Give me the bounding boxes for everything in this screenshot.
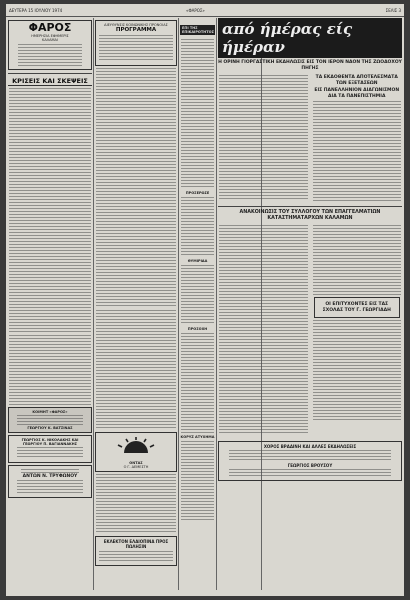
newspaper-page <box>6 4 404 596</box>
ad-box <box>8 407 92 433</box>
masthead-title: ΦΑΡΟΣ <box>28 21 72 34</box>
ad-title: ΕΚΛΕΚΤΟΝ ΕΛΑΙΟΠΙΝΑ ΠΡΟΣ ΠΩΛΗΣΙΝ <box>103 539 169 549</box>
sidebar-item: ΠΡΟΣΕΡΩΣΕ <box>185 191 210 195</box>
column-1 <box>8 18 92 592</box>
article-text <box>9 88 91 333</box>
emblem-line: Ο Γ. ΔΕΜΕΣΤΗ <box>123 465 149 469</box>
article-text <box>96 310 176 430</box>
column-heading: ΕΠΙ ΤΗΣ ΕΠΙΚΑΙΡΟΤΗΤΟΣ <box>182 26 214 34</box>
note-box <box>314 297 401 318</box>
headline: ΕΙΣ ΠΑΝΕΛΛΗΝΙΟΝ ΔΙΑΓΩΝΙΣΜΟΝ ΔΙΑ ΤΑ ΠΑΝΕΠΙΣΤΗΜΙΑ <box>314 88 400 99</box>
headline: ΤΑ ΕΚΔΟΘΕΝΤΑ ΑΠΟΤΕΛΕΣΜΑΤΑ ΤΩΝ ΕΞΕΤΑΣΕΩΝ <box>315 75 398 86</box>
ad-line: ΓΕΩΡΓΙΟΥ Κ. ΒΑΤΣΙΝΑΣ <box>27 426 73 430</box>
column-divider <box>93 18 94 590</box>
headline: Η ΟΡΙΝΗ ΓΙΟΡΓΑΣΤΙΚΗ ΕΚΔΗΛΩΣΙΣ ΕΙΣ ΤΟΝ ΙΕΡΟΝ ΝΑΟΝ ΤΗΣ ΖΩΟΔΟΧΟΥ ΠΗΓΗΣ <box>218 60 402 71</box>
program-title: ΠΡΟΓΡΑΜΜΑ <box>115 27 157 33</box>
article-text <box>96 68 176 308</box>
text-block <box>18 44 82 66</box>
program-line: ΔΙΕΥΘΥΝΣΙΣ ΚΟΙΝΩΝΙΚΗΣ ΠΡΟΝΟΙΑΣ <box>104 23 168 27</box>
article-text <box>181 39 214 189</box>
footer-name: ΓΕΩΡΓΙΟΣ ΒΡΟΥΣΟΥ <box>287 463 333 468</box>
column-2 <box>95 18 177 592</box>
sidebar-item: ΠΡΟΣΟΧΗ <box>187 327 208 331</box>
column-divider <box>178 18 179 590</box>
program-box <box>95 20 177 66</box>
headline: ΑΝΑΚΟΙΝΩΣΙΣ ΤΟΥ ΣΥΛΛΟΓΟΥ ΤΩΝ ΕΠΑΓΓΕΛΜΑΤΙΩΝ ΚΑΤΑΣΤΗΜΑΤΑΡΧΩΝ ΚΑΛΑΜΩΝ <box>239 210 381 221</box>
banner-title: από ήμέρας είς ήμέραν <box>218 18 402 58</box>
footer-title: ΧΟΡΟΣ ΒΡΑΔΙΝΗ ΚΑΙ ΑΛΛΕΣ ΕΚΔΗΛΩΣΕΙΣ <box>263 444 357 449</box>
masthead-line: ΚΑΛΑΜΑΙ <box>42 38 58 42</box>
page-header <box>6 4 404 17</box>
header-paper-name: «ΦΑΡΟΣ» <box>186 8 205 13</box>
masthead-box <box>8 20 92 70</box>
ad-name: ΚΟΙΜΗΤ «ΦΑΡΟΣ» <box>32 410 68 414</box>
ad-box <box>95 536 177 566</box>
ad-box <box>8 435 92 463</box>
sun-emblem-box <box>95 432 177 472</box>
ad-line: ΓΕΩΡΓΙΟΣ Κ. ΝΙΚΟΛΑΚΗΣ ΚΑΙ <box>21 438 79 442</box>
ad-line: ΓΕΩΡΓΙΟΥ Π. ΒΑΓΙΑΝΝΑΚΗΣ <box>22 442 78 446</box>
header-page-number: ΣΕΛΙΣ 3 <box>385 8 401 13</box>
ad-box <box>8 465 92 498</box>
note-title: ΟΙ ΕΠΙΤΥΧΟΝΤΕΣ ΕΙΣ ΤΑΣ ΣΧΟΛΑΣ ΤΟΥ Γ. ΓΕΩΡΓΙΑΔΗ <box>322 302 391 313</box>
column-3 <box>180 18 215 592</box>
article-text <box>9 335 91 405</box>
masthead-line: ΗΜΕΡΗΣΙΑ ΕΦΗΜΕΡΙΣ <box>31 34 69 38</box>
section-title: ΚΡΙΣΕΙΣ ΚΑΙ ΣΚΕΨΕΙΣ <box>8 77 92 86</box>
emblem-title: ΟΝΤΑΣ <box>129 461 143 465</box>
footer-box <box>218 441 402 481</box>
sidebar-item: ΚΟΡΥΖ ΑΤΥΧΗΜΑ <box>180 435 215 439</box>
sidebar-item: ΘΥΜΙΡΙΔΑ <box>187 259 208 263</box>
column-4 <box>218 18 402 592</box>
ad-line: ΑΝΤΩΝ Ν. ΤΡΥΦΩΝΟΥ <box>22 474 78 479</box>
header-date: ΔΕΥΤΕΡΑ 15 ΙΟΥΛΙΟΥ 1974 <box>9 8 63 13</box>
column-divider <box>216 18 217 590</box>
sun-emblem-icon <box>116 437 156 455</box>
